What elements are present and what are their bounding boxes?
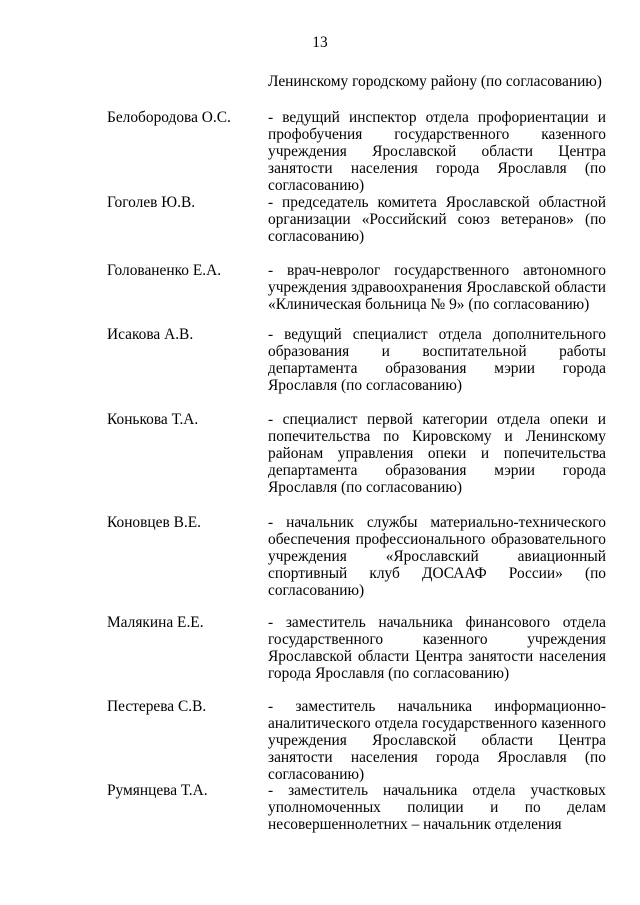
member-position: - заместитель начальника отдела участковых уполномоченных полиции и по делам несовершеннолетних – начальник отделения (268, 782, 606, 833)
page-number: 13 (312, 34, 328, 51)
member-name: Конькова Т.А. (107, 411, 199, 428)
member-name: Белобородова О.С. (107, 109, 231, 126)
member-position: - начальник службы материально-технического обеспечения профессионального образовательного учреждения «Ярославский авиационный спортивный клуб ДОСААФ России» (по согласованию) (268, 514, 606, 599)
member-name: Малякина Е.Е. (107, 614, 204, 631)
member-position: - председатель комитета Ярославской областной организации «Российский союз ветеранов» (по согласованию) (268, 194, 606, 245)
member-name: Коновцев В.Е. (107, 514, 201, 531)
member-name: Голованенко Е.А. (107, 262, 222, 279)
member-position: - специалист первой категории отдела опеки и попечительства по Кировскому и Ленинскому районам управления опеки и попечительства департамента образования мэрии города Ярославля (по согласованию) (268, 411, 606, 496)
member-position: - заместитель начальника финансового отдела государственного казенного учреждения Ярославской области Центра занятости населения города Ярославля (по согласованию) (268, 614, 606, 682)
member-name: Пестерева С.В. (107, 698, 207, 715)
continuation-text: Ленинскому городскому району (по согласованию) (268, 73, 602, 90)
member-position: - врач-невролог государственного автономного учреждения здравоохранения Ярославской области «Клиническая больница № 9» (по согласованию) (268, 262, 606, 313)
member-position: - ведущий специалист отдела дополнительного образования и воспитательной работы департамента образования мэрии города Ярославля (по согласованию) (268, 326, 606, 394)
member-position: - заместитель начальника информационно-аналитического отдела государственного казенного учреждения Ярославской области Центра занятости населения города Ярославля (по согласованию) (268, 698, 606, 783)
member-name: Румянцева Т.А. (107, 782, 208, 799)
member-name: Исакова А.В. (107, 326, 194, 343)
member-name: Гоголев Ю.В. (107, 194, 196, 211)
member-position: - ведущий инспектор отдела профориентации и профобучения государственного казенного учреждения Ярославской области Центра занятости населения города Ярославля (по согласованию) (268, 109, 606, 194)
